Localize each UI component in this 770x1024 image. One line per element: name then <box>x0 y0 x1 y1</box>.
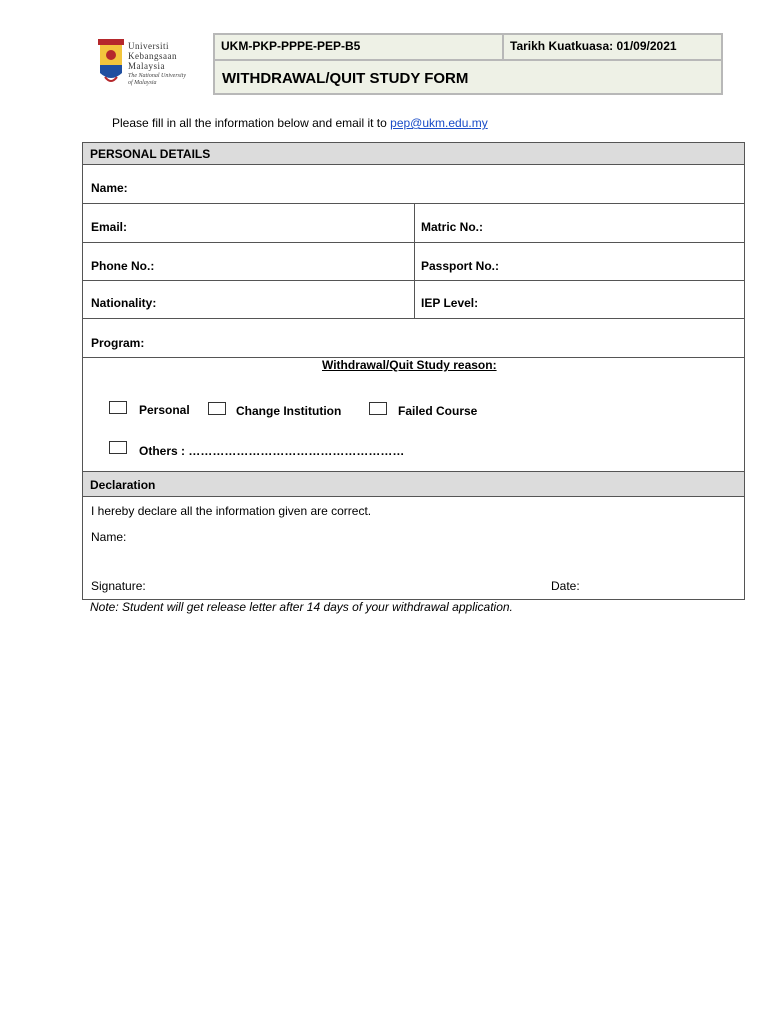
document-code: UKM-PKP-PPPE-PEP-B5 <box>215 33 504 61</box>
logo-line-1: Universiti <box>128 41 169 51</box>
passport-field-label: Passport No.: <box>421 259 500 273</box>
intro-instruction: Please fill in all the information below and email it to <box>112 116 391 130</box>
reason-title: Withdrawal/Quit Study reason: <box>322 358 497 372</box>
form-title: WITHDRAWAL/QUIT STUDY FORM <box>222 70 469 87</box>
declaration-statement: I hereby declare all the information given are correct. <box>91 504 372 518</box>
declaration-section-title: Declaration <box>90 478 156 492</box>
name-field-label: Name: <box>91 181 128 195</box>
logo-sub-2: of Malaysia <box>128 80 157 86</box>
crest-icon <box>96 39 126 89</box>
divider <box>82 164 745 165</box>
failed-course-option-label: Failed Course <box>398 404 478 418</box>
failed-course-checkbox[interactable] <box>369 402 387 415</box>
change-institution-checkbox[interactable] <box>208 402 226 415</box>
logo-line-2: Kebangsaan <box>128 51 177 61</box>
logo-sub-1: The National University <box>128 73 186 79</box>
personal-section-title: PERSONAL DETAILS <box>90 147 211 161</box>
footnote: Note: Student will get release letter after 14 days of your withdrawal application. <box>90 600 513 614</box>
declaration-section-header <box>83 472 744 496</box>
declaration-name-label: Name: <box>91 530 127 544</box>
email-field-label: Email: <box>91 220 128 234</box>
others-option-label: Others : ……………………………………………… <box>139 444 405 458</box>
date-label: Date: <box>551 579 580 593</box>
divider <box>82 496 745 497</box>
program-field-label: Program: <box>91 336 145 350</box>
phone-field-label: Phone No.: <box>91 259 155 273</box>
effective-date: Tarikh Kuatkuasa: 01/09/2021 <box>504 33 723 61</box>
intro-text <box>112 116 488 130</box>
signature-label: Signature: <box>91 579 146 593</box>
nationality-field-label: Nationality: <box>91 296 157 310</box>
others-checkbox[interactable] <box>109 441 127 454</box>
column-divider <box>414 203 415 318</box>
change-institution-option-label: Change Institution <box>236 404 342 418</box>
matric-field-label: Matric No.: <box>421 220 484 234</box>
divider <box>82 318 745 319</box>
university-logo <box>90 33 215 95</box>
logo-line-3: Malaysia <box>128 61 165 71</box>
iep-level-field-label: IEP Level: <box>421 296 479 310</box>
personal-checkbox[interactable] <box>109 401 127 414</box>
email-link[interactable]: pep@ukm.edu.my <box>390 116 488 130</box>
personal-option-label: Personal <box>139 403 190 417</box>
